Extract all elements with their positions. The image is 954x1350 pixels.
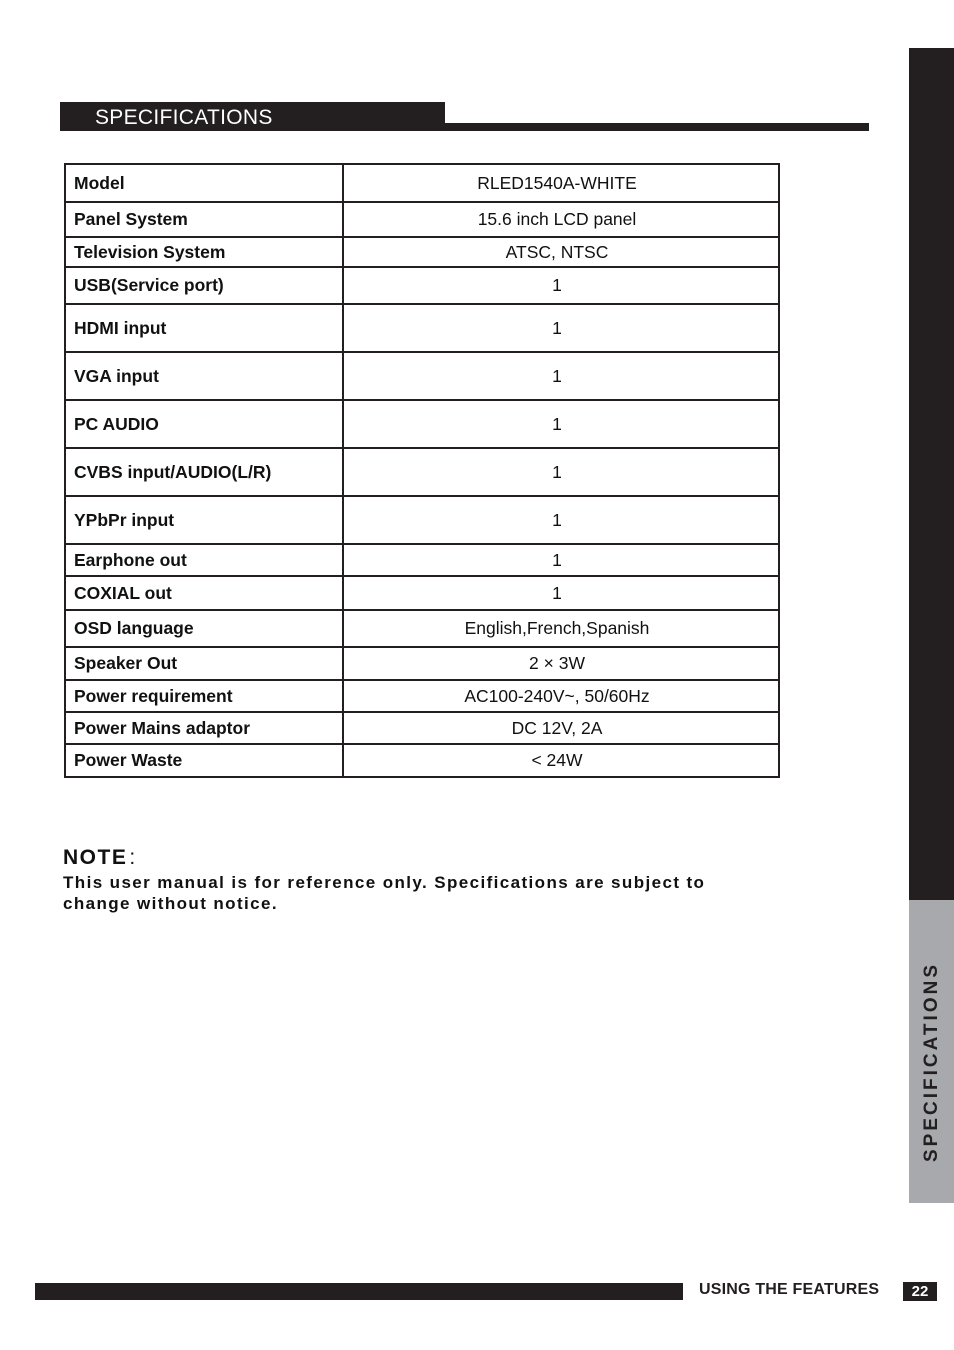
table-row — [65, 237, 779, 267]
spec-value: 15.6 inch LCD panel — [343, 202, 779, 237]
spec-value: 1 — [343, 400, 779, 448]
spec-label: Speaker Out — [65, 647, 343, 680]
table-row — [65, 400, 779, 448]
spec-value: 1 — [343, 496, 779, 544]
spec-label: OSD language — [65, 610, 343, 647]
spec-label: Television System — [65, 237, 343, 267]
spec-label: HDMI input — [65, 304, 343, 352]
note-title: NOTE — [63, 846, 128, 869]
spec-value: RLED1540A-WHITE — [343, 164, 779, 202]
spec-value: ATSC, NTSC — [343, 237, 779, 267]
table-row — [65, 647, 779, 680]
table-row — [65, 164, 779, 202]
table-row — [65, 496, 779, 544]
spec-label: Panel System — [65, 202, 343, 237]
spec-label: CVBS input/AUDIO(L/R) — [65, 448, 343, 496]
table-row — [65, 744, 779, 777]
spec-value: 1 — [343, 267, 779, 304]
table-row — [65, 304, 779, 352]
footer-section-label: USING THE FEATURES — [699, 1281, 880, 1298]
table-row — [65, 267, 779, 304]
spec-value: 1 — [343, 304, 779, 352]
spec-label: YPbPr input — [65, 496, 343, 544]
spec-value: 1 — [343, 576, 779, 610]
spec-label: Earphone out — [65, 544, 343, 576]
spec-value: English,French,Spanish — [343, 610, 779, 647]
table-row — [65, 202, 779, 237]
spec-label: Model — [65, 164, 343, 202]
spec-label: Power requirement — [65, 680, 343, 712]
table-row — [65, 712, 779, 744]
header-rule — [445, 123, 869, 131]
spec-label: USB(Service port) — [65, 267, 343, 304]
spec-label: Power Mains adaptor — [65, 712, 343, 744]
spec-table — [64, 163, 780, 778]
spec-value: 1 — [343, 448, 779, 496]
table-row — [65, 352, 779, 400]
spec-label: PC AUDIO — [65, 400, 343, 448]
spec-value: 1 — [343, 352, 779, 400]
side-bar-dark — [909, 48, 954, 905]
table-row — [65, 544, 779, 576]
table-row — [65, 680, 779, 712]
spec-value: 2 × 3W — [343, 647, 779, 680]
table-row — [65, 576, 779, 610]
spec-label: COXIAL out — [65, 576, 343, 610]
side-tab-label: SPECIFICATIONS — [921, 962, 942, 1162]
spec-value: DC 12V, 2A — [343, 712, 779, 744]
spec-value: < 24W — [343, 744, 779, 777]
spec-value: 1 — [343, 544, 779, 576]
note-colon: : — [129, 846, 136, 869]
section-title: SPECIFICATIONS — [60, 102, 445, 131]
table-row — [65, 610, 779, 647]
note-heading — [63, 846, 135, 870]
spec-label: VGA input — [65, 352, 343, 400]
footer-bar — [35, 1283, 683, 1300]
spec-label: Power Waste — [65, 744, 343, 777]
page-number: 22 — [903, 1282, 937, 1301]
table-row — [65, 448, 779, 496]
note-body: This user manual is for reference only. Specifications are subject to change without notice. — [63, 873, 706, 913]
spec-value: AC100-240V~, 50/60Hz — [343, 680, 779, 712]
